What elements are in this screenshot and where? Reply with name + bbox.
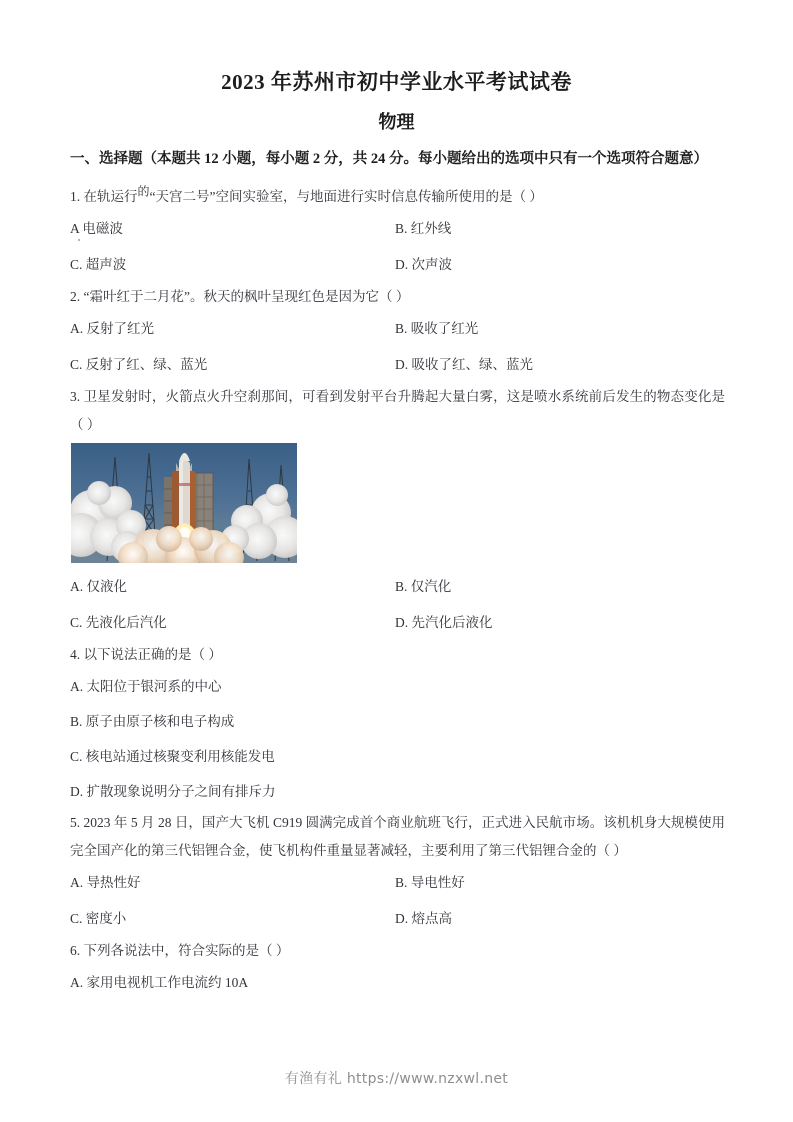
option-row <box>70 901 725 937</box>
question-5-option-a[interactable]: A. 导热性好 <box>70 875 141 890</box>
question-2-options <box>70 311 725 383</box>
option-row <box>70 669 725 704</box>
question-5-stem: 5. 2023 年 5 月 28 日，国产大飞机 C919 圆满完成首个商业航班飞行，正式进入民航市场。该机机身大规模使用完全国产化的第三代铝锂合金，使飞机构件重量显著减轻，主要利用了第三代铝锂合金的（ ） <box>70 815 725 858</box>
scan-artifact-dot <box>78 239 80 241</box>
question-4-option-d[interactable]: D. 扩散现象说明分子之间有排斥力 <box>70 784 276 799</box>
question-3-option-c[interactable]: C. 先液化后汽化 <box>70 615 167 630</box>
option-row <box>70 774 725 809</box>
question-3-figure <box>71 443 297 563</box>
question-2-stem: 2. “霜叶红于二月花”。秋天的枫叶呈现红色是因为它（ ） <box>70 289 410 304</box>
question-2 <box>70 283 725 383</box>
question-1-stem <box>70 183 725 211</box>
option-row <box>70 605 725 641</box>
page-subtitle: 物理 <box>378 112 415 132</box>
option-row <box>70 347 725 383</box>
question-1-stem-rest: “天宫二号”空间实验室，与地面进行实时信息传输所使用的是（ ） <box>149 189 543 204</box>
question-2-option-a[interactable]: A. 反射了红光 <box>70 321 154 336</box>
rocket-launch-photo <box>71 443 297 563</box>
question-2-option-b[interactable]: B. 吸收了红光 <box>395 321 479 336</box>
question-2-option-d[interactable]: D. 吸收了红、绿、蓝光 <box>395 357 533 372</box>
question-1-option-d[interactable]: D. 次声波 <box>395 257 452 272</box>
option-row <box>70 704 725 739</box>
page-title: 2023 年苏州市初中学业水平考试试卷 <box>221 70 572 94</box>
question-5-option-d[interactable]: D. 熔点高 <box>395 911 452 926</box>
question-2-option-c[interactable]: C. 反射了红、绿、蓝光 <box>70 357 208 372</box>
question-3-option-a[interactable]: A. 仅液化 <box>70 579 127 594</box>
question-3-options <box>70 569 725 641</box>
question-4-option-a[interactable]: A. 太阳位于银河系的中心 <box>70 679 222 694</box>
question-4 <box>70 641 725 809</box>
question-4-options <box>70 669 725 809</box>
section-heading: 一、选择题（本题共 12 小题，每小题 2 分，共 24 分。每小题给出的选项中只有一个选项符合题意） <box>70 151 708 167</box>
question-4-option-c[interactable]: C. 核电站通过核聚变利用核能发电 <box>70 749 275 764</box>
question-3-stem: 3. 卫星发射时，火箭点火升空刹那间，可看到发射平台升腾起大量白雾，这是喷水系统前后发生的物态变化是（ ） <box>70 389 725 432</box>
option-row <box>70 311 725 347</box>
question-4-stem: 4. 以下说法正确的是（ ） <box>70 647 222 662</box>
question-5 <box>70 809 725 937</box>
question-5-option-b[interactable]: B. 导电性好 <box>395 875 465 890</box>
option-row <box>70 739 725 774</box>
question-1 <box>70 183 725 283</box>
question-5-options <box>70 865 725 937</box>
question-6-options <box>70 965 725 1000</box>
question-1-stem-sup: 的 <box>137 184 150 199</box>
question-1-stem-prefix: 1. 在轨运行 <box>70 189 138 204</box>
question-3-option-d[interactable]: D. 先汽化后液化 <box>395 615 493 630</box>
option-row <box>70 569 725 605</box>
question-3 <box>70 383 725 641</box>
question-5-option-c[interactable]: C. 密度小 <box>70 911 127 926</box>
exam-content <box>70 146 725 1000</box>
footer-watermark: 有渔有礼 https://www.nzxwl.net <box>284 1071 509 1087</box>
option-row <box>70 211 725 247</box>
question-6-stem: 6. 下列各说法中，符合实际的是（ ） <box>70 943 290 958</box>
question-1-option-b[interactable]: B. 红外线 <box>395 221 452 236</box>
option-row <box>70 965 725 1000</box>
question-6 <box>70 937 725 1000</box>
option-row <box>70 865 725 901</box>
question-3-option-b[interactable]: B. 仅汽化 <box>395 579 452 594</box>
question-1-options <box>70 211 725 283</box>
option-row <box>70 247 725 283</box>
question-1-option-a[interactable]: A 电磁波 <box>70 221 123 236</box>
question-6-option-a[interactable]: A. 家用电视机工作电流约 10A <box>70 975 249 990</box>
question-1-option-c[interactable]: C. 超声波 <box>70 257 127 272</box>
question-4-option-b[interactable]: B. 原子由原子核和电子构成 <box>70 714 235 729</box>
